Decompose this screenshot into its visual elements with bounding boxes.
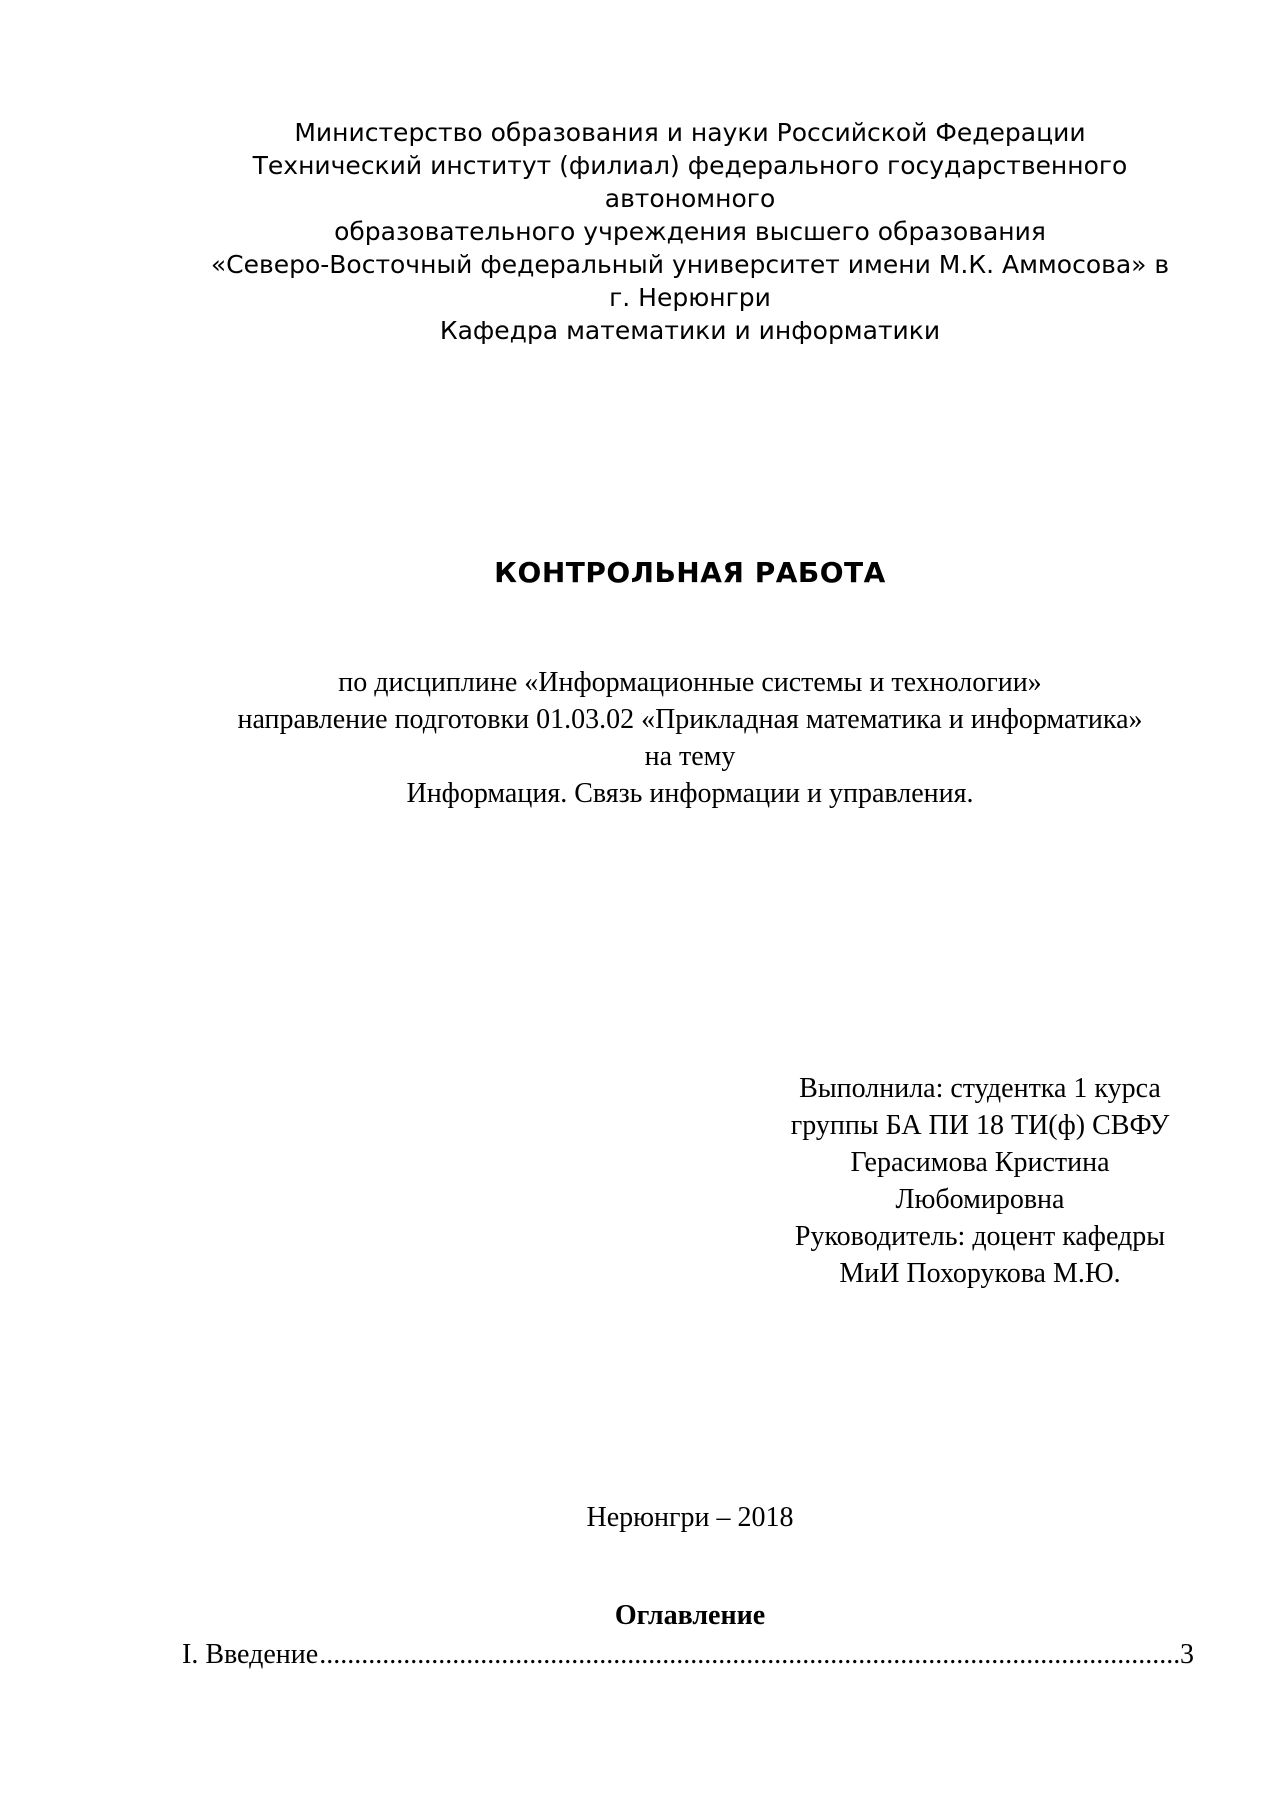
subject-line-topic-label: на тему	[644, 741, 736, 772]
header-line-ministry: Министерство образования и науки Российской Федерации	[294, 118, 1086, 147]
document-title: КОНТРОЛЬНАЯ РАБОТА	[494, 556, 886, 589]
header-line-university: «Северо-Восточный федеральный университет имени М.К. Аммосова» в	[210, 250, 1170, 279]
city-year: Нерюнгри – 2018	[586, 1502, 794, 1533]
header-line-department: Кафедра математики и информатики	[439, 316, 941, 345]
subject-line-direction: направление подготовки 01.03.02 «Прикладная математика и информатика»	[237, 704, 1143, 735]
author-line-supervisor: Руководитель: доцент кафедры	[794, 1221, 1166, 1252]
header-line-education: образовательного учреждения высшего образования	[334, 217, 1046, 246]
header-line-autonomous: автономного	[604, 184, 776, 213]
author-line-name: Герасимова Кристина	[850, 1147, 1110, 1178]
subject-line-discipline: по дисциплине «Информационные системы и технологии»	[338, 667, 1042, 698]
toc-heading: Оглавление	[614, 1600, 766, 1631]
toc-item-label: I. Введение	[182, 1639, 319, 1670]
header-line-institute: Технический институт (филиал) федерального государственного	[252, 151, 1128, 180]
header-line-city: г. Нерюнгри	[609, 283, 771, 312]
subject-block	[160, 664, 1220, 812]
author-line-supervisor-name: МиИ Похорукова М.Ю.	[839, 1258, 1121, 1289]
author-block	[760, 1070, 1200, 1292]
toc-item-page: 3	[1180, 1639, 1194, 1670]
author-line-completed-by: Выполнила: студентка 1 курса	[799, 1073, 1161, 1104]
institution-header	[160, 116, 1220, 347]
author-line-patronymic: Любомировна	[895, 1184, 1065, 1215]
toc-item[interactable]	[182, 1637, 1194, 1673]
author-line-group: группы БА ПИ 18 ТИ(ф) СВФУ	[790, 1110, 1170, 1141]
subject-line-topic: Информация. Связь информации и управления.	[406, 778, 974, 809]
toc-leader-dots	[319, 1637, 1179, 1673]
